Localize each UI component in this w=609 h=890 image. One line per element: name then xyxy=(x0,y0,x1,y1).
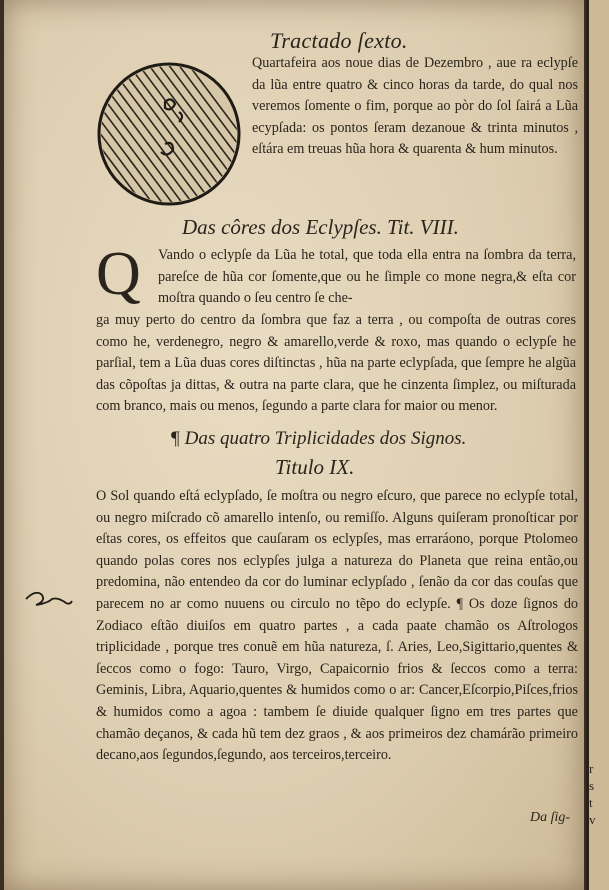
facing-page-edge xyxy=(586,0,609,890)
section-heading-colors: Das côres dos Eclypſes. Tit. VIII. xyxy=(182,215,459,239)
drop-cap: Q xyxy=(96,240,141,308)
paragraph-triplicities: O Sol quando eſtá eclypſado, ſe moſtra ou negro eſcuro, que parece no eclypſe total, ou negro miſcrado cõ amarello intenſo, ou remiſſo. Alguns quiſeram pronoſticar por eſtas cores, os effeitos que cauſaram os eclypſes, mas erraráono, porque Ptolomeo quando polas cores nos eclypſes julga a natureza do Planeta que reina então,ou predomina, não entendeo da cor do luminar eclypſado , ſenão da cor das couſas que parecem no ar como nuuens ou circulo no tẽpo do eclypſe. ¶ Os doze ſignos do Zodiaco eſtão diuiſos em quatro partes , a cada paate chamão os Aſtrologos triplicidade , porque tres conuẽ em hũa natureza, ſ. Aries, Leo,Sigittario,quentes & ſeccos como o fogo: Tauro, Virgo, Capaicornio frios & ſeccos como a terra: Geminis, Libra, Aquario,quentes & humidos como o ar: Cancer,Eſcorpio,Piſces,frios & humidos como a agoa : tambem ſe diuide qualquer ſigno em tres partes que chamão deçanos, & cada hũ tem dez graos , & aos primeiros dez chamárão primeiro decano,aos ſegundos,ſegundo, aos terceiros,terceiro. xyxy=(96,488,578,764)
sub-heading-triplicities: ¶ Das quatro Triplicidades dos Signos. xyxy=(170,428,467,449)
paragraph-colors-continued: ga muy perto do centro da ſombra que faz a terra , ou compoſta de outras cores como he, verdenegro, negro & amarello,verde & roxo, mas quando o eclypſe he parſial, tem a Lũa duas cores diſtinctas , hũa na parte eclypſada, que ſempre he algũa das cõpoſtas ja dittas, & outra na parte clara, que he cinzenta ſimplez, ou miſturada com branco, mais ou menos, ſegundo a parte clara for maior ou menor. xyxy=(96,312,576,415)
titulo-heading: Titulo IX. xyxy=(275,455,355,479)
paragraph-colors-first-lines: Vando o eclypſe da Lũa he total, que toda ella entra na ſombra da terra, pareſce de hũa cor ſomente,que ou he ſimple co mone negra,& eſta cor moſtra quando o ſeu centro ſe che- xyxy=(158,247,576,307)
running-title: Tractado ſexto. xyxy=(270,28,408,53)
handwritten-margin-mark xyxy=(24,585,74,615)
facing-page-edge-text: r s t v xyxy=(589,761,596,827)
eclipse-diagram xyxy=(95,60,243,208)
catchword: Da ſig- xyxy=(530,810,571,825)
paragraph-eclipse-december: Quartafeira aos noue dias de Dezembro , aue ra eclypſe da lũa entre quatro & cinco horas da tarde, do qual nos veremos ſomente o fim, porque ao pòr do ſol ſairá a Lũa ecypſada: os pontos ſeram dezanoue & trinta minutos , eſtára em treuas hũa hora & quarenta & hum minutos. xyxy=(252,55,578,158)
